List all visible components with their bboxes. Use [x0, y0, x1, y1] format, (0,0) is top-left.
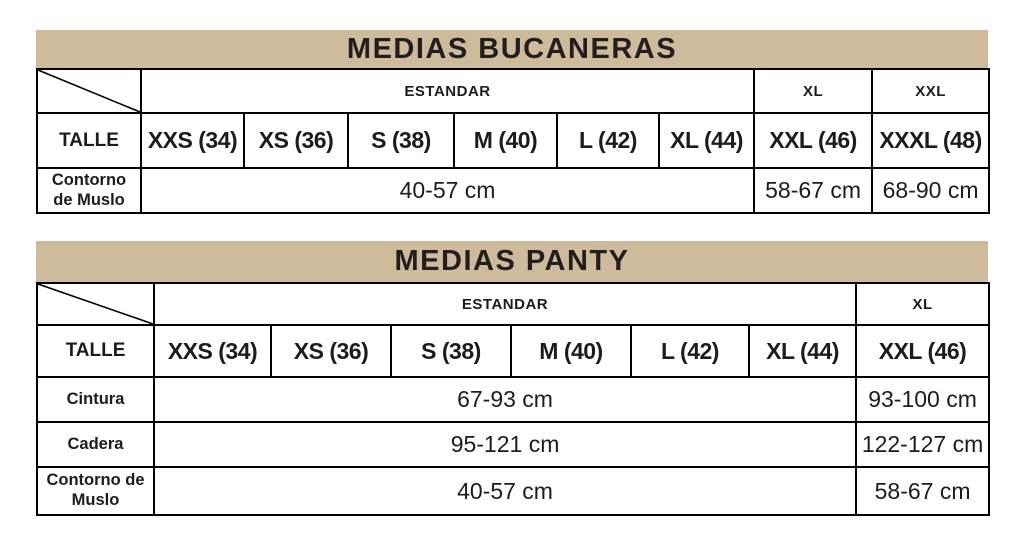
group-header-row [37, 283, 989, 325]
size-cell-xxl: XXL (46) [856, 325, 989, 377]
group-header-estandar: ESTANDAR [141, 69, 754, 113]
group-header-xl: XL [856, 283, 989, 325]
size-cell-l: L (42) [631, 325, 749, 377]
measure-row-contorno-de-muslo [37, 168, 989, 213]
size-cell-l: L (42) [557, 113, 659, 168]
group-header-xxl: XXL [872, 69, 989, 113]
value-xl: 122-127 cm [856, 422, 989, 467]
value-estandar: 95-121 cm [154, 422, 856, 467]
size-cell-xs: XS (36) [244, 113, 348, 168]
group-header-xl: XL [754, 69, 872, 113]
size-cell-xxs: XXS (34) [154, 325, 271, 377]
value-xl: 58-67 cm [754, 168, 872, 213]
table-title: MEDIAS BUCANERAS [36, 30, 988, 68]
corner-cell [37, 283, 154, 325]
row-label-contorno-de-muslo: Contorno de Muslo [37, 467, 154, 515]
group-header-estandar: ESTANDAR [154, 283, 856, 325]
measure-row-contorno-de-muslo [37, 467, 989, 515]
table-block-medias-bucaneras [36, 30, 988, 214]
size-cell-m: M (40) [511, 325, 631, 377]
row-label-contorno-de-muslo: Contorno de Muslo [37, 168, 141, 213]
row-label-cintura: Cintura [37, 377, 154, 422]
table-block-medias-panty [36, 241, 988, 516]
size-table-bucaneras [36, 68, 990, 214]
size-cell-xl: XL (44) [749, 325, 856, 377]
size-cell-s: S (38) [391, 325, 511, 377]
value-estandar: 67-93 cm [154, 377, 856, 422]
value-estandar: 40-57 cm [154, 467, 856, 515]
row-label-cadera: Cadera [37, 422, 154, 467]
table-title: MEDIAS PANTY [36, 241, 988, 282]
diagonal-line [38, 70, 140, 112]
size-cell-xs: XS (36) [271, 325, 391, 377]
row-label-talle: TALLE [37, 113, 141, 168]
size-table-panty [36, 282, 990, 516]
size-cell-xxxl: XXXL (48) [872, 113, 989, 168]
value-estandar: 40-57 cm [141, 168, 754, 213]
size-cell-xxs: XXS (34) [141, 113, 244, 168]
size-row [37, 325, 989, 377]
diagonal-line [38, 284, 153, 324]
size-cell-m: M (40) [454, 113, 557, 168]
size-cell-s: S (38) [348, 113, 454, 168]
size-cell-xxl: XXL (46) [754, 113, 872, 168]
value-xl: 93-100 cm [856, 377, 989, 422]
group-header-row [37, 69, 989, 113]
value-xl: 58-67 cm [856, 467, 989, 515]
measure-row-cintura [37, 377, 989, 422]
value-xxl: 68-90 cm [872, 168, 989, 213]
measure-row-cadera [37, 422, 989, 467]
row-label-talle: TALLE [37, 325, 154, 377]
size-row [37, 113, 989, 168]
corner-cell [37, 69, 141, 113]
size-cell-xl: XL (44) [659, 113, 754, 168]
